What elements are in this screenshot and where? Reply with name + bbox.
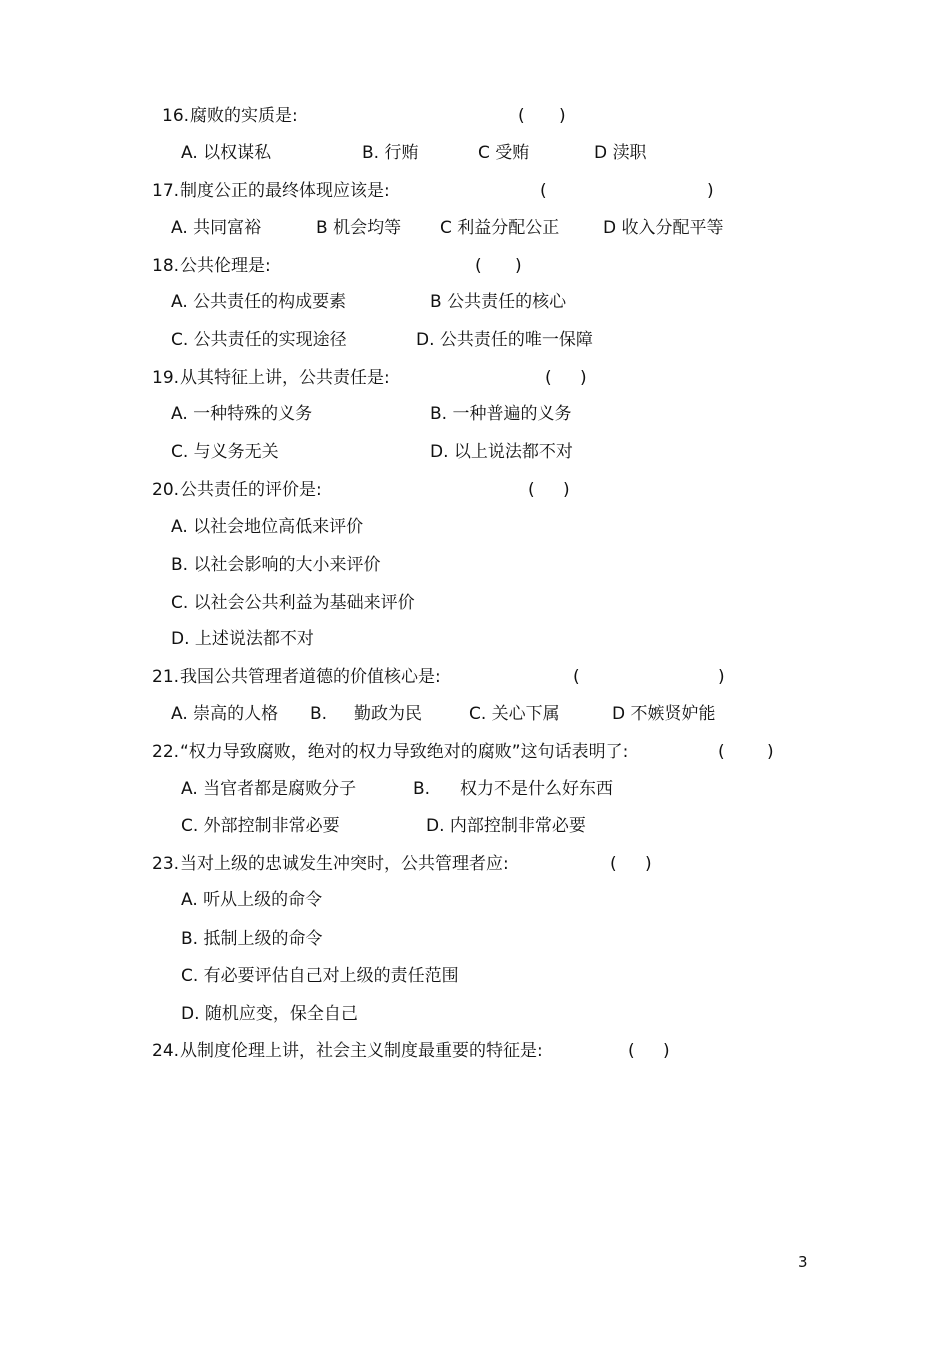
option: A. 听从上级的命令 xyxy=(181,890,323,910)
question-number: 20. xyxy=(152,480,180,500)
options-row xyxy=(0,925,950,953)
question-16 xyxy=(0,102,950,130)
answer-paren-close: ) xyxy=(563,480,570,500)
answer-paren-open: ( xyxy=(718,742,725,762)
options-row xyxy=(0,886,950,914)
option: A. 以权谋私 xyxy=(181,143,272,163)
options-row xyxy=(0,326,950,354)
option: C. 与义务无关 xyxy=(171,442,279,462)
question-22 xyxy=(0,738,950,766)
option: D. 上述说法都不对 xyxy=(171,629,314,649)
question-stem: 公共责任的评价是: xyxy=(180,480,322,500)
question-stem: 从制度伦理上讲，社会主义制度最重要的特征是: xyxy=(180,1041,543,1061)
option: A. 崇高的人格 xyxy=(171,704,279,724)
option: D. 公共责任的唯一保障 xyxy=(416,330,593,350)
question-number: 24. xyxy=(152,1041,180,1061)
question-17 xyxy=(0,177,950,205)
option: C. 以社会公共利益为基础来评价 xyxy=(171,593,415,613)
option: C. 关心下属 xyxy=(469,704,560,724)
answer-paren-close: ) xyxy=(559,106,566,126)
option: B. 以社会影响的大小来评价 xyxy=(171,555,381,575)
options-row xyxy=(0,438,950,466)
question-stem: 公共伦理是: xyxy=(180,256,271,276)
question-20 xyxy=(0,476,950,504)
question-21 xyxy=(0,663,950,691)
answer-paren-open: ( xyxy=(528,480,535,500)
option: D. 以上说法都不对 xyxy=(430,442,573,462)
option: B 公共责任的核心 xyxy=(430,292,567,312)
answer-paren-open: ( xyxy=(545,368,552,388)
option: 权力不是什么好东西 xyxy=(460,779,613,799)
page-number: 3 xyxy=(798,1253,808,1271)
option: D. 内部控制非常必要 xyxy=(426,816,586,836)
answer-paren-open: ( xyxy=(540,181,547,201)
option: D 收入分配平等 xyxy=(603,218,724,238)
option: C. 公共责任的实现途径 xyxy=(171,330,347,350)
answer-paren-open: ( xyxy=(628,1041,635,1061)
options-row xyxy=(0,812,950,840)
option: B. xyxy=(413,779,431,799)
options-row xyxy=(0,139,950,167)
option: B. 一种普遍的义务 xyxy=(430,404,572,424)
answer-paren-open: ( xyxy=(518,106,525,126)
question-stem: “权力导致腐败，绝对的权力导致绝对的腐败”这句话表明了: xyxy=(180,742,629,762)
option: C. 有必要评估自己对上级的责任范围 xyxy=(181,966,459,986)
question-stem: 从其特征上讲，公共责任是: xyxy=(180,368,390,388)
question-18 xyxy=(0,252,950,280)
options-row xyxy=(0,589,950,617)
option: D 渎职 xyxy=(594,143,647,163)
question-stem: 我国公共管理者道德的价值核心是: xyxy=(180,667,441,687)
option: C 受贿 xyxy=(478,143,530,163)
question-23 xyxy=(0,850,950,878)
answer-paren-close: ) xyxy=(645,854,652,874)
question-19 xyxy=(0,364,950,392)
question-24 xyxy=(0,1037,950,1065)
option: C 利益分配公正 xyxy=(440,218,560,238)
answer-paren-close: ) xyxy=(663,1041,670,1061)
option: A. 共同富裕 xyxy=(171,218,262,238)
options-row xyxy=(0,214,950,242)
option: A. 以社会地位高低来评价 xyxy=(171,517,364,537)
option: A. 当官者都是腐败分子 xyxy=(181,779,357,799)
options-row xyxy=(0,962,950,990)
question-number: 19. xyxy=(152,368,180,388)
option: B. 抵制上级的命令 xyxy=(181,929,323,949)
option: B 机会均等 xyxy=(316,218,402,238)
question-number: 17. xyxy=(152,181,180,201)
answer-paren-close: ) xyxy=(767,742,774,762)
answer-paren-close: ) xyxy=(515,256,522,276)
answer-paren-close: ) xyxy=(718,667,725,687)
options-row xyxy=(0,775,950,803)
question-number: 23. xyxy=(152,854,180,874)
answer-paren-open: ( xyxy=(573,667,580,687)
question-number: 18. xyxy=(152,256,180,276)
option: 勤政为民 xyxy=(354,704,422,724)
answer-paren-open: ( xyxy=(610,854,617,874)
question-stem: 制度公正的最终体现应该是: xyxy=(180,181,390,201)
options-row xyxy=(0,551,950,579)
option: A. 一种特殊的义务 xyxy=(171,404,313,424)
options-row xyxy=(0,288,950,316)
option: D. 随机应变，保全自己 xyxy=(181,1004,358,1024)
question-stem: 腐败的实质是: xyxy=(190,106,298,126)
options-row xyxy=(0,400,950,428)
options-row xyxy=(0,1000,950,1028)
options-row xyxy=(0,625,950,653)
question-number: 16. xyxy=(162,106,190,126)
option: B. 行贿 xyxy=(362,143,419,163)
options-row xyxy=(0,700,950,728)
answer-paren-open: ( xyxy=(475,256,482,276)
option: A. 公共责任的构成要素 xyxy=(171,292,347,312)
answer-paren-close: ) xyxy=(707,181,714,201)
question-stem: 当对上级的忠诚发生冲突时，公共管理者应: xyxy=(180,854,509,874)
question-number: 22. xyxy=(152,742,180,762)
question-number: 21. xyxy=(152,667,180,687)
option: C. 外部控制非常必要 xyxy=(181,816,340,836)
option: D 不嫉贤妒能 xyxy=(612,704,716,724)
option: B. xyxy=(310,704,328,724)
options-row xyxy=(0,513,950,541)
answer-paren-close: ) xyxy=(580,368,587,388)
